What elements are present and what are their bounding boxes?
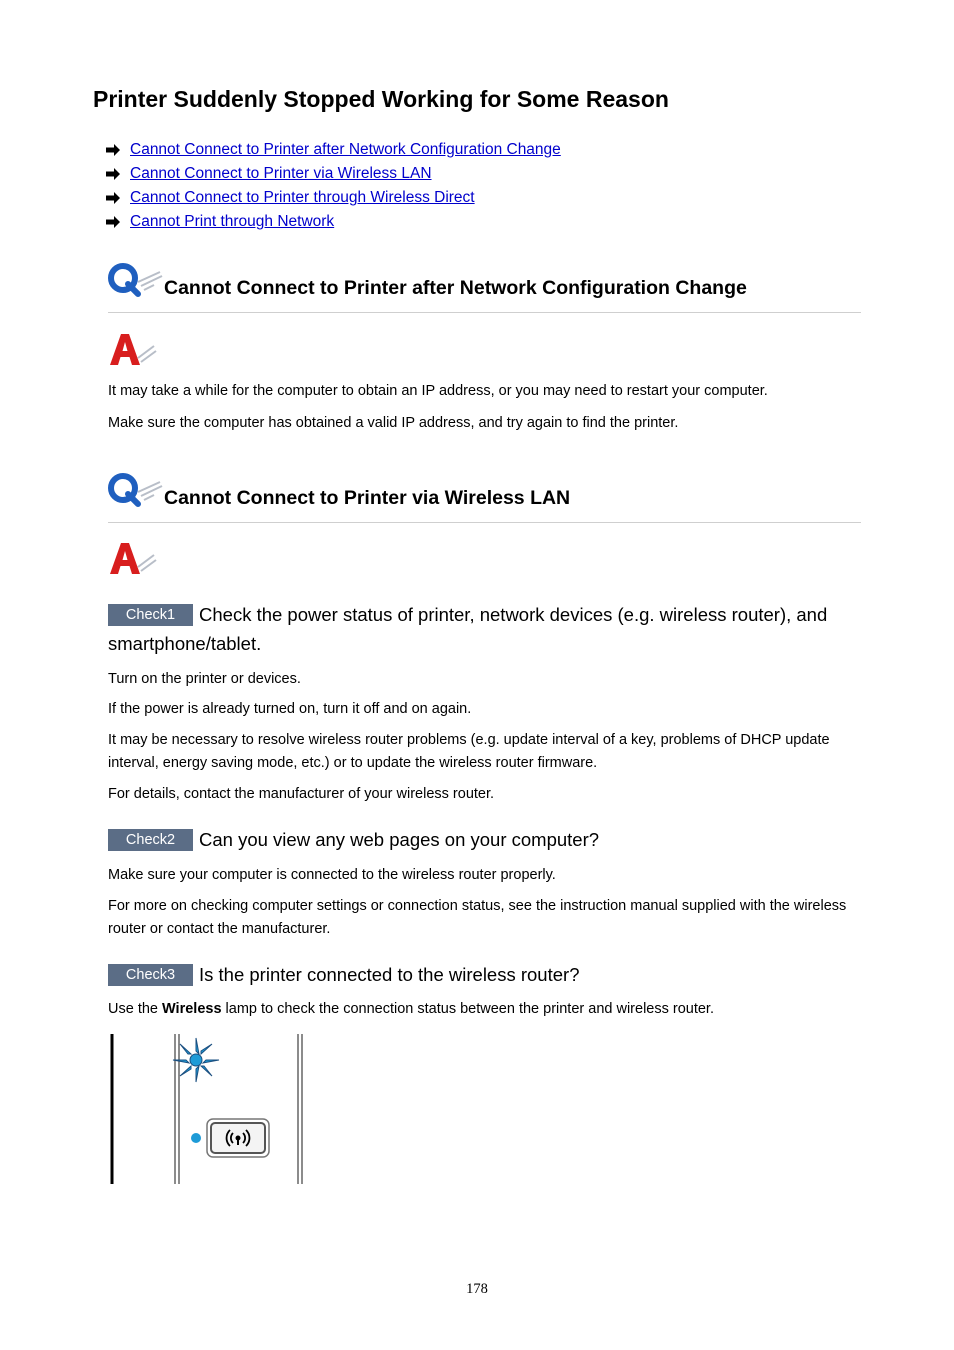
check-tag: Check2 xyxy=(108,829,193,851)
answer-paragraph: Make sure the computer has obtained a valid IP address, and try again to find the printer. xyxy=(108,415,679,431)
check2-paragraph: Make sure your computer is connected to the wireless router properly. xyxy=(108,867,556,883)
arrow-right-icon xyxy=(105,167,121,181)
toc-item xyxy=(105,210,561,234)
toc-item xyxy=(105,186,561,210)
wireless-lamp-illustration xyxy=(105,1032,310,1187)
wireless-lamp-term: Wireless xyxy=(162,1001,222,1017)
page-title: Printer Suddenly Stopped Working for Some Reason xyxy=(93,86,669,112)
toc-item xyxy=(105,162,561,186)
question-q-icon xyxy=(108,262,164,298)
check3-heading xyxy=(108,960,868,989)
check-tag: Check3 xyxy=(108,964,193,986)
check2-heading xyxy=(108,825,868,854)
arrow-right-icon xyxy=(105,215,121,229)
arrow-right-icon xyxy=(105,191,121,205)
wireless-button-icon xyxy=(207,1119,269,1157)
answer-a-icon xyxy=(108,332,158,368)
wireless-lamp-icon xyxy=(191,1133,201,1143)
answer-paragraph: It may take a while for the computer to obtain an IP address, or you may need to restart your computer. xyxy=(108,383,768,399)
check-tag: Check1 xyxy=(108,604,193,626)
page-number: 178 xyxy=(466,1281,488,1297)
check1-paragraph: For details, contact the manufacturer of your wireless router. xyxy=(108,786,495,802)
question-heading: Cannot Connect to Printer via Wireless LAN xyxy=(164,487,571,509)
question-header-wireless-lan xyxy=(108,472,861,523)
check3-paragraph: Use the Wireless lamp to check the connection status between the printer and wireless router. xyxy=(108,1001,714,1017)
check1-paragraph: Turn on the printer or devices. xyxy=(108,671,301,687)
toc-link-wireless-lan[interactable]: Cannot Connect to Printer via Wireless LAN xyxy=(130,165,432,182)
check1-heading xyxy=(108,600,868,658)
arrow-right-icon xyxy=(105,143,121,157)
check1-paragraph: If the power is already turned on, turn it off and on again. xyxy=(108,701,472,717)
question-heading: Cannot Connect to Printer after Network Configuration Change xyxy=(164,277,747,299)
question-header-config-change xyxy=(108,262,861,313)
toc-item xyxy=(105,138,561,162)
toc-link-wireless-direct[interactable]: Cannot Connect to Printer through Wireless Direct xyxy=(130,189,475,206)
toc-link-print-network[interactable]: Cannot Print through Network xyxy=(130,213,335,230)
check-heading-text: Is the printer connected to the wireless router? xyxy=(199,964,580,985)
toc-list xyxy=(105,138,561,234)
check2-paragraph: For more on checking computer settings or connection status, see the instruction manual supplied with the wireless router or contact the manufacturer. xyxy=(108,898,847,937)
lamp-flash-icon xyxy=(173,1038,219,1082)
check-heading-text: Check the power status of printer, network devices (e.g. wireless router), and smartphone/tablet. xyxy=(108,604,828,654)
check-heading-text: Can you view any web pages on your computer? xyxy=(199,829,600,850)
question-q-icon xyxy=(108,472,164,508)
check1-paragraph: It may be necessary to resolve wireless router problems (e.g. update interval of a key, problems of DHCP update interval, energy saving mode, etc.) or to update the wireless router firmware. xyxy=(108,732,830,771)
answer-a-icon xyxy=(108,541,158,577)
toc-link-config-change[interactable]: Cannot Connect to Printer after Network Configuration Change xyxy=(130,141,561,158)
